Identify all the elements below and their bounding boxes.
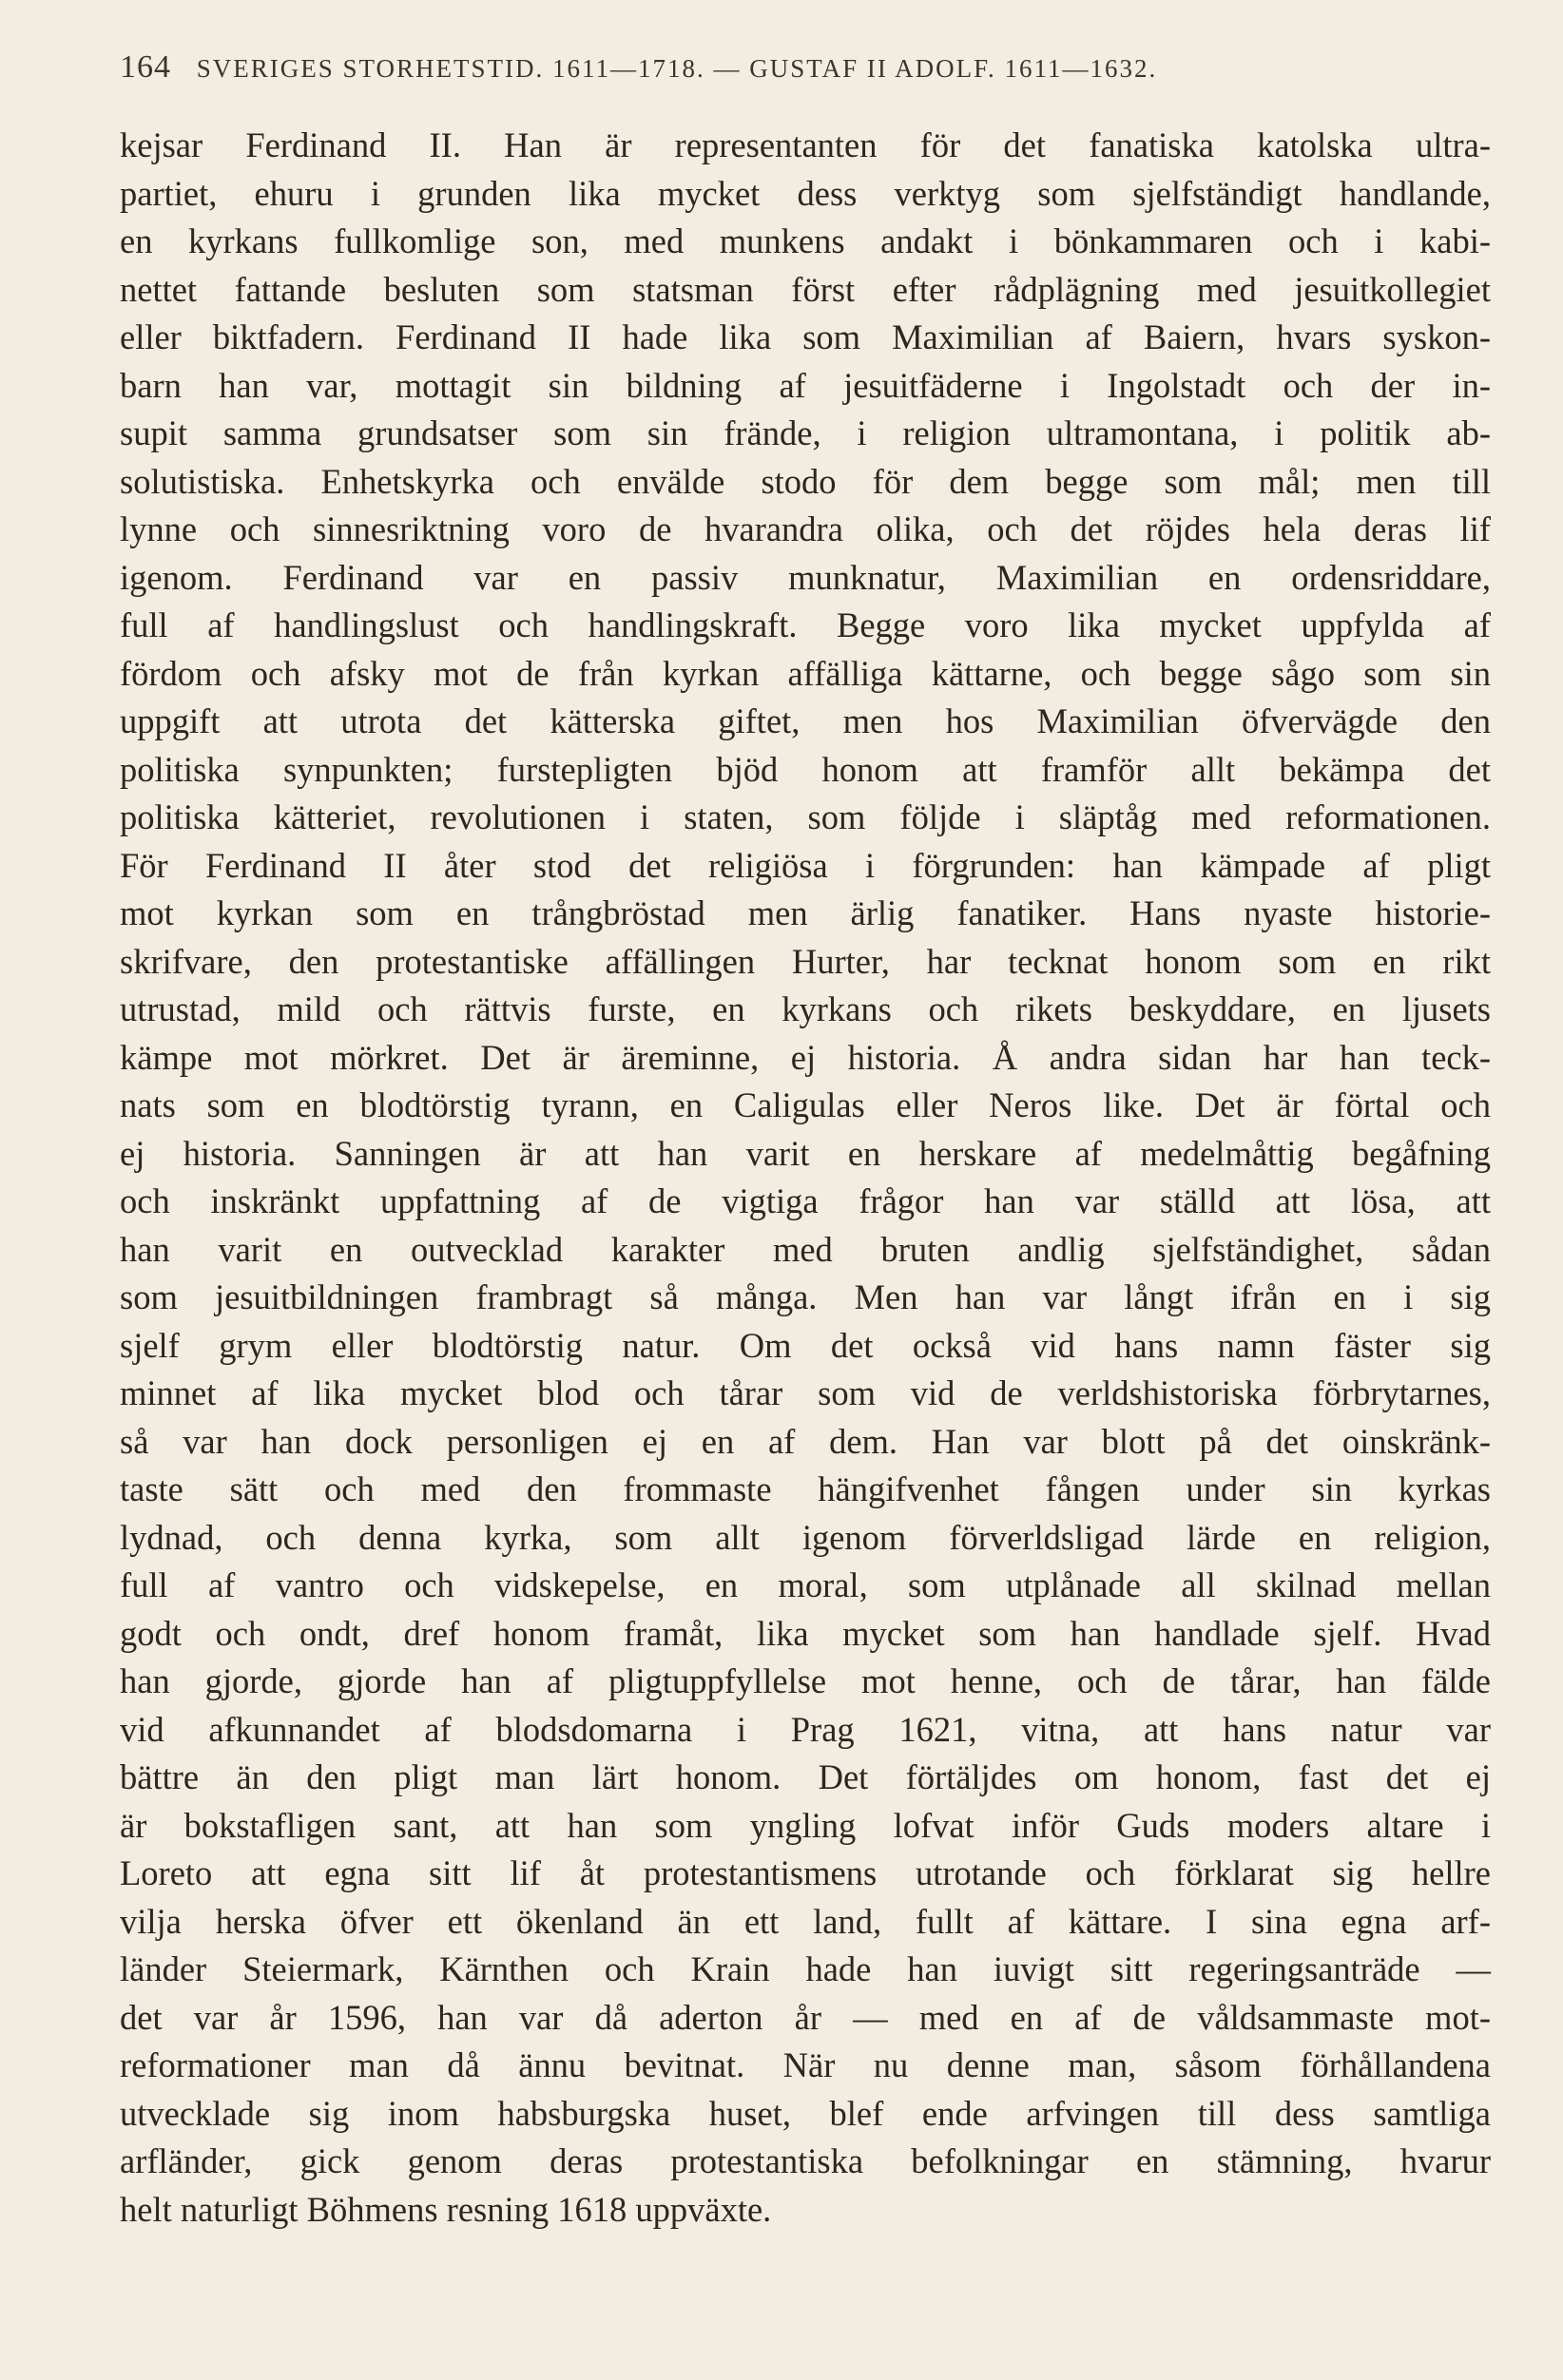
page-number: 164 xyxy=(120,49,171,85)
text-line: bättre än den pligt man lärt honom. Det förtäljdes om honom, fast det ej xyxy=(120,1757,1491,1796)
text-line: ej historia. Sanningen är att han varit en herskare af medelmåttig begåfning xyxy=(120,1133,1491,1173)
text-line: politiska kätteriet, revolutionen i staten, som följde i släptåg med reformationen. xyxy=(120,797,1491,836)
text-line: barn han var, mottagit sin bildning af jesuitfäderne i Ingolstadt och der in- xyxy=(120,365,1491,405)
text-line: kejsar Ferdinand II. Han är representanten för det fanatiska katolska ultra- xyxy=(120,125,1491,164)
text-line: lynne och sinnesriktning voro de hvarandra olika, och det röjdes hela deras lif xyxy=(120,509,1491,548)
text-line: fördom och afsky mot de från kyrkan affälliga kättarne, och begge sågo som sin xyxy=(120,653,1491,693)
text-line: sjelf grym eller blodtörstig natur. Om det också vid hans namn fäster sig xyxy=(120,1325,1491,1365)
text-line: minnet af lika mycket blod och tårar som vid de verldshistoriska förbrytarnes, xyxy=(120,1373,1491,1412)
text-line: mot kyrkan som en trångbröstad men ärlig fanatiker. Hans nyaste historie- xyxy=(120,893,1491,932)
text-line: skrifvare, den protestantiske affällingen Hurter, har tecknat honom som en rikt xyxy=(120,941,1491,981)
text-line: utvecklade sig inom habsburgska huset, blef ende arfvingen till dess samtliga xyxy=(120,2093,1491,2133)
text-line: lydnad, och denna kyrka, som allt igenom förverldsligad lärde en religion, xyxy=(120,1517,1491,1557)
text-line: han varit en outvecklad karakter med bruten andlig sjelfständighet, sådan xyxy=(120,1229,1491,1269)
text-line: För Ferdinand II åter stod det religiösa i förgrunden: han kämpade af pligt xyxy=(120,845,1491,885)
text-line: eller biktfadern. Ferdinand II hade lika som Maximilian af Baiern, hvars syskon- xyxy=(120,317,1491,356)
text-line-last: helt naturligt Böhmens resning 1618 uppväxte. xyxy=(120,2189,772,2229)
text-line: politiska synpunkten; furstepligten bjöd honom att framför allt bekämpa det xyxy=(120,749,1491,789)
text-line: som jesuitbildningen frambragt så många. Men han var långt ifrån en i sig xyxy=(120,1277,1491,1316)
text-line: utrustad, mild och rättvis furste, en kyrkans och rikets beskyddare, en ljusets xyxy=(120,989,1491,1028)
text-line: vid afkunnandet af blodsdomarna i Prag 1621, vitna, att hans natur var xyxy=(120,1709,1491,1749)
text-line: är bokstafligen sant, att han som yngling lofvat inför Guds moders altare i xyxy=(120,1805,1491,1845)
text-line: igenom. Ferdinand var en passiv munknatur, Maximilian en ordensriddare, xyxy=(120,557,1491,597)
text-line: supit samma grundsatser som sin frände, i religion ultramontana, i politik ab- xyxy=(120,413,1491,452)
running-title: SVERIGES STORHETSTID. 1611—1718. — GUSTAF II ADOLF. 1611—1632. xyxy=(196,54,1158,83)
text-line: taste sätt och med den frommaste hängifvenhet fången under sin kyrkas xyxy=(120,1469,1491,1508)
text-line: så var han dock personligen ej en af dem. Han var blott på det oinskränk- xyxy=(120,1421,1491,1461)
text-line: nats som en blodtörstig tyrann, en Caligulas eller Neros like. Det är förtal och xyxy=(120,1085,1491,1124)
text-line: uppgift att utrota det kätterska giftet, men hos Maximilian öfvervägde den xyxy=(120,701,1491,740)
body-text xyxy=(120,122,1491,2234)
text-line: det var år 1596, han var då aderton år — med en af de våldsammaste mot- xyxy=(120,1997,1491,2037)
text-line: Loreto att egna sitt lif åt protestantismens utrotande och förklarat sig hellre xyxy=(120,1853,1491,1892)
text-line: reformationer man då ännu bevitnat. När nu denne man, såsom förhållandena xyxy=(120,2045,1491,2084)
text-line: vilja herska öfver ett ökenland än ett land, fullt af kättare. I sina egna arf- xyxy=(120,1901,1491,1941)
text-line: arfländer, gick genom deras protestantiska befolkningar en stämning, hvarur xyxy=(120,2141,1491,2180)
text-line: en kyrkans fullkomlige son, med munkens andakt i bönkammaren och i kabi- xyxy=(120,221,1491,260)
running-header xyxy=(120,49,1489,87)
text-line: godt och ondt, dref honom framåt, lika mycket som han handlade sjelf. Hvad xyxy=(120,1613,1491,1653)
text-line: solutistiska. Enhetskyrka och envälde stodo för dem begge som mål; men till xyxy=(120,461,1491,501)
text-line: han gjorde, gjorde han af pligtuppfyllelse mot henne, och de tårar, han fälde xyxy=(120,1661,1491,1700)
text-line: länder Steiermark, Kärnthen och Krain hade han iuvigt sitt regeringsanträde — xyxy=(120,1949,1491,1988)
text-line: full af handlingslust och handlingskraft. Begge voro lika mycket uppfylda af xyxy=(120,605,1491,644)
text-line: full af vantro och vidskepelse, en moral, som utplånade all skilnad mellan xyxy=(120,1565,1491,1604)
text-line: nettet fattande besluten som statsman först efter rådplägning med jesuitkollegiet xyxy=(120,269,1491,309)
text-line: och inskränkt uppfattning af de vigtiga frågor han var ställd att lösa, att xyxy=(120,1181,1491,1220)
text-line: partiet, ehuru i grunden lika mycket dess verktyg som sjelfständigt handlande, xyxy=(120,173,1491,213)
text-line: kämpe mot mörkret. Det är äreminne, ej historia. Å andra sidan har han teck- xyxy=(120,1037,1491,1077)
